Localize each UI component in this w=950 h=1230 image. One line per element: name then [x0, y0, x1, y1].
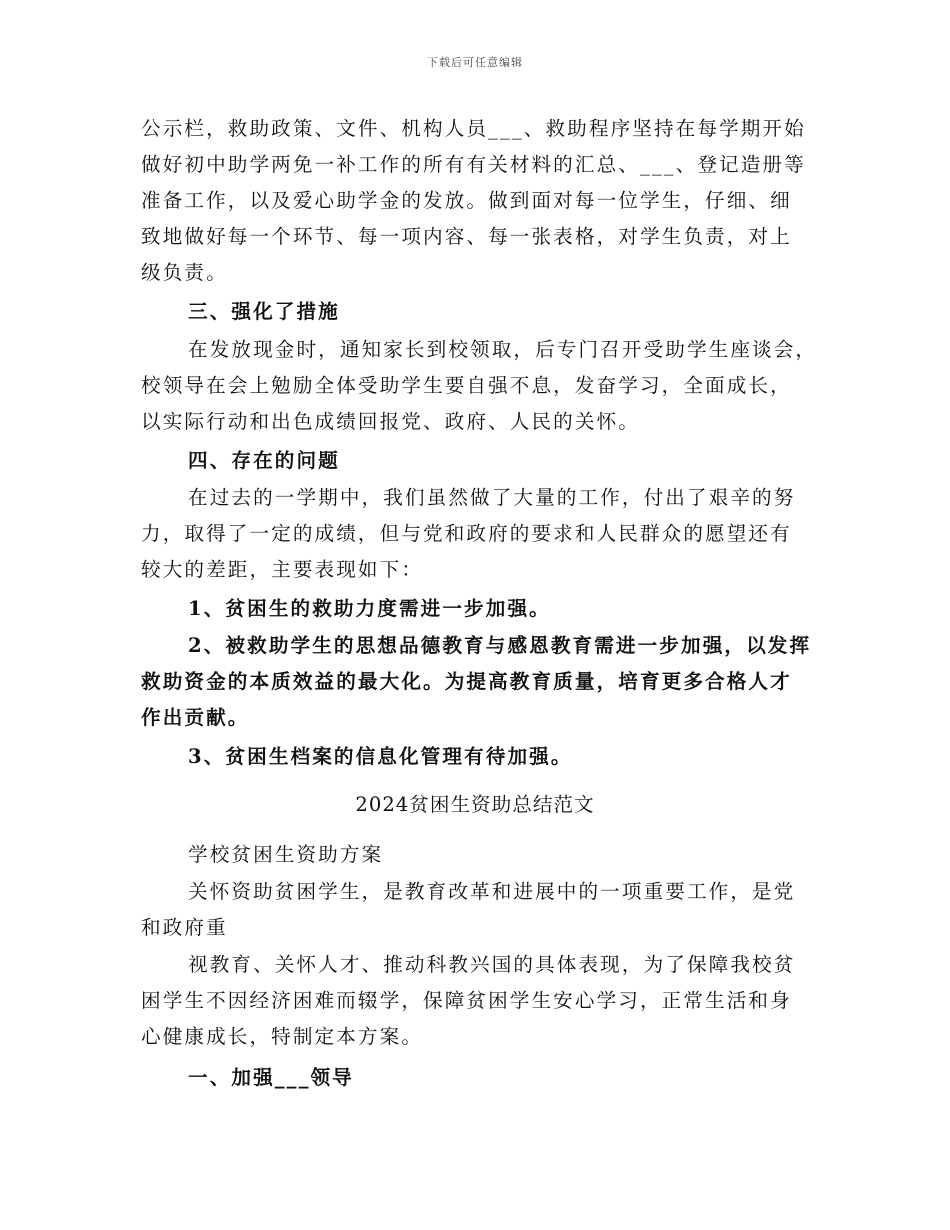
section-heading: 一、加强___领导 — [188, 1066, 354, 1089]
bold-list-item: 作出贡献。 — [141, 706, 250, 729]
body-line: 校领导在会上勉励全体受助学生要自强不息，发奋学习，全面成长， — [141, 374, 792, 397]
body-line: 致地做好每一个环节、每一项内容、每一张表格，对学生负责，对上 — [141, 225, 792, 248]
body-line: 心健康成长，特制定本方案。 — [141, 1025, 424, 1048]
section-title: 2024贫困生资助总结范文 — [355, 793, 595, 816]
bold-list-item: 3、贫困生档案的信息化管理有待加强。 — [188, 745, 573, 768]
body-line: 视教育、关怀人才、推动科教兴国的具体表现，为了保障我校贫 — [188, 953, 796, 976]
body-line: 做好初中助学两免一补工作的所有有关材料的汇总、___、登记造册等 — [141, 153, 806, 176]
bold-list-item: 1、贫困生的救助力度需进一步加强。 — [188, 597, 551, 620]
section-heading: 三、强化了措施 — [188, 300, 340, 323]
bold-list-item: 2、被救助学生的思想品德教育与感恩教育需进一步加强，以发挥 — [188, 634, 812, 657]
body-line: 和政府重 — [141, 916, 228, 939]
body-line: 学校贫困生资助方案 — [188, 843, 384, 866]
body-line: 困学生不因经济困难而辍学，保障贫困学生安心学习，正常生活和身 — [141, 989, 792, 1012]
body-line: 公示栏，救助政策、文件、机构人员___、救助程序坚持在每学期开始 — [141, 117, 806, 140]
header-note: 下载后可任意编辑 — [427, 56, 523, 69]
body-line: 较大的差距，主要表现如下： — [141, 558, 424, 581]
body-line: 准备工作，以及爱心助学金的发放。做到面对每一位学生，仔细、细 — [141, 189, 792, 212]
body-line: 在过去的一学期中，我们虽然做了大量的工作，付出了艰辛的努 — [188, 486, 796, 509]
body-line: 以实际行动和出色成绩回报党、政府、人民的关怀。 — [141, 410, 640, 433]
section-heading: 四、存在的问题 — [188, 449, 340, 472]
bold-list-item: 救助资金的本质效益的最大化。为提高教育质量，培育更多合格人才 — [141, 670, 792, 693]
body-line: 关怀资助贫困学生，是教育改革和进展中的一项重要工作，是党 — [188, 880, 796, 903]
body-line: 级负责。 — [141, 261, 228, 284]
body-line: 在发放现金时，通知家长到校领取，后专门召开受助学生座谈会， — [188, 338, 818, 361]
body-line: 力，取得了一定的成绩，但与党和政府的要求和人民群众的愿望还有 — [141, 522, 792, 545]
